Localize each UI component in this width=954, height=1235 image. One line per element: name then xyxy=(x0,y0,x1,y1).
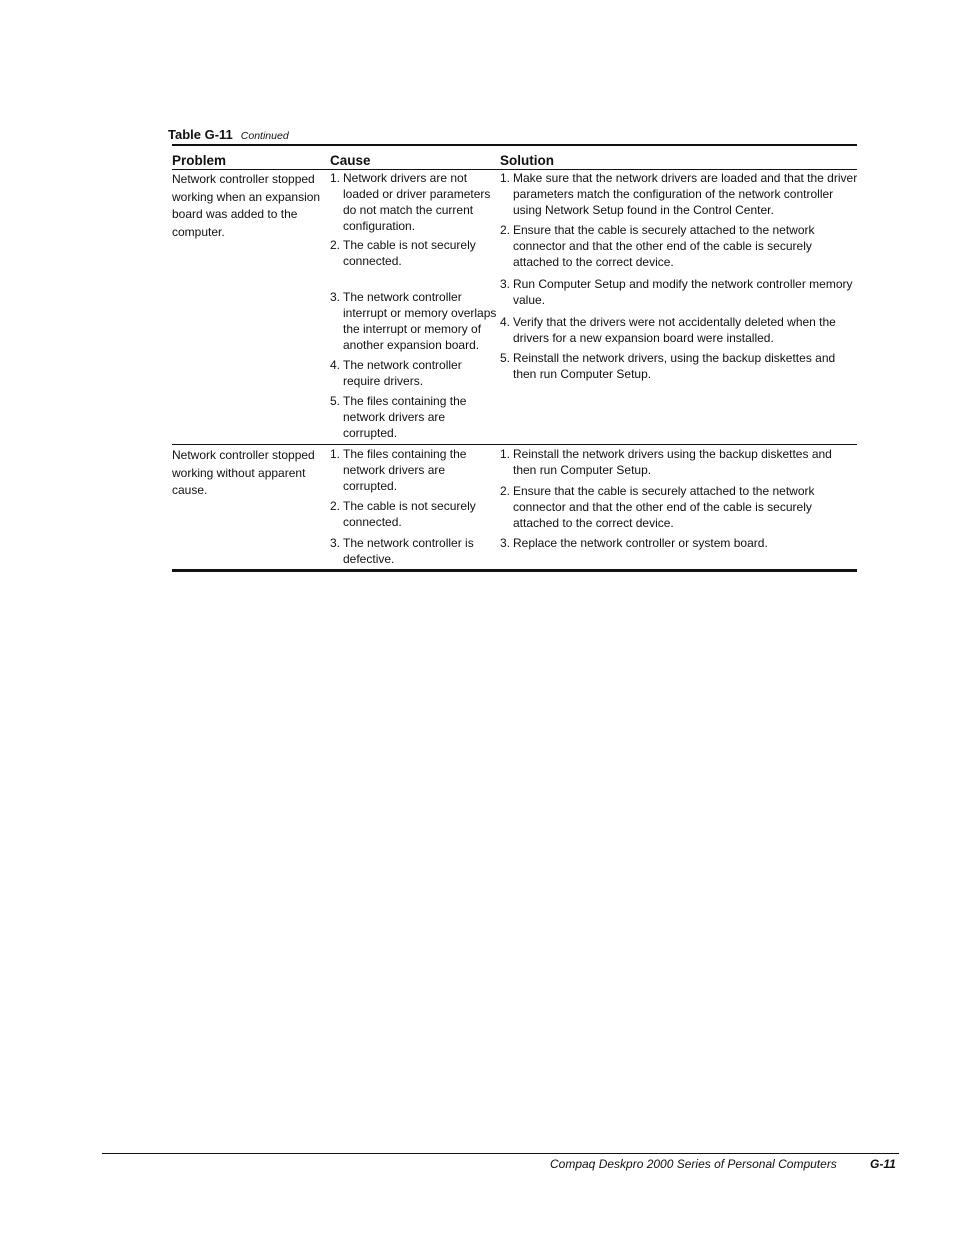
solution-item xyxy=(500,170,858,218)
table-caption xyxy=(168,127,289,142)
cause-text: The files containing the network drivers are corrupted. xyxy=(343,447,467,493)
cause-text: The files containing the network drivers are corrupted. xyxy=(343,394,467,440)
solution-item xyxy=(500,535,858,551)
solution-number: 3. xyxy=(500,536,511,550)
footer-divider xyxy=(102,1153,899,1154)
solution-item xyxy=(500,350,858,382)
problem-text: Network controller stopped working when an expansion board was added to the computer. xyxy=(172,172,321,239)
solution-text: Verify that the drivers were not accidentally deleted when the drivers for a new expansion board were installed. xyxy=(513,315,836,345)
cause-text: The network controller require drivers. xyxy=(343,358,462,388)
cause-item xyxy=(330,289,500,353)
page-number: G-11 xyxy=(870,1157,896,1171)
problem-cell xyxy=(172,445,330,569)
solution-item xyxy=(500,483,858,531)
cause-item xyxy=(330,535,500,567)
solution-cell xyxy=(500,170,857,444)
solution-text: Reinstall the network drivers using the backup diskettes and then run Computer Setup. xyxy=(513,447,832,477)
solution-number: 4. xyxy=(500,315,511,329)
cause-number: 5. xyxy=(330,394,341,408)
solution-item xyxy=(500,446,858,478)
table-header-row xyxy=(172,146,857,170)
solution-number: 3. xyxy=(500,277,511,291)
footer-title: Compaq Deskpro 2000 Series of Personal Computers xyxy=(550,1157,837,1171)
solution-text: Ensure that the cable is securely attached to the network connector and that the other end of the cable is securely attached to the correct device. xyxy=(513,223,815,269)
troubleshooting-table xyxy=(172,144,857,572)
solution-item xyxy=(500,314,858,346)
cause-number: 3. xyxy=(330,290,341,304)
solution-text: Replace the network controller or system board. xyxy=(513,536,768,550)
cause-text: The cable is not securely connected. xyxy=(343,499,476,529)
cause-text: The network controller is defective. xyxy=(343,536,474,566)
table-caption-note: Continued xyxy=(240,130,289,142)
table-caption-label: Table G-11 xyxy=(168,127,233,142)
table-row xyxy=(172,170,857,444)
solution-item xyxy=(500,276,858,308)
solution-text: Run Computer Setup and modify the network controller memory value. xyxy=(513,277,853,307)
solution-text: Ensure that the cable is securely attached to the network connector and that the other end of the cable is securely attached to the correct device. xyxy=(513,484,815,530)
problem-cell xyxy=(172,170,330,444)
header-problem: Problem xyxy=(172,153,227,168)
cause-number: 1. xyxy=(330,447,341,461)
cause-text: The cable is not securely connected. xyxy=(343,238,476,268)
cause-cell xyxy=(330,445,500,569)
cause-item xyxy=(330,498,500,530)
problem-text: Network controller stopped working without apparent cause. xyxy=(172,448,315,497)
solution-number: 5. xyxy=(500,351,511,365)
solution-number: 2. xyxy=(500,223,511,237)
cause-number: 3. xyxy=(330,536,341,550)
cause-text: Network drivers are not loaded or driver parameters do not match the current configuration. xyxy=(343,171,491,233)
header-solution: Solution xyxy=(500,153,554,168)
solution-text: Make sure that the network drivers are loaded and that the driver parameters match the configuration of the network controller using Network Setup found in the Control Center. xyxy=(513,171,858,217)
solution-number: 1. xyxy=(500,171,511,185)
header-cause: Cause xyxy=(330,153,371,168)
cause-cell xyxy=(330,170,500,444)
cause-number: 4. xyxy=(330,358,341,372)
solution-number: 1. xyxy=(500,447,511,461)
cause-number: 2. xyxy=(330,499,341,513)
cause-item xyxy=(330,170,500,234)
solution-item xyxy=(500,222,858,270)
cause-item xyxy=(330,393,500,441)
table-row xyxy=(172,444,857,569)
solution-number: 2. xyxy=(500,484,511,498)
cause-item xyxy=(330,446,500,494)
cause-item xyxy=(330,357,500,389)
cause-item xyxy=(330,237,500,269)
cause-number: 2. xyxy=(330,238,341,252)
cause-text: The network controller interrupt or memory overlaps the interrupt or memory of another expansion board. xyxy=(343,290,497,352)
solution-text: Reinstall the network drivers, using the backup diskettes and then run Computer Setup. xyxy=(513,351,836,381)
solution-cell xyxy=(500,445,857,569)
cause-number: 1. xyxy=(330,171,341,185)
